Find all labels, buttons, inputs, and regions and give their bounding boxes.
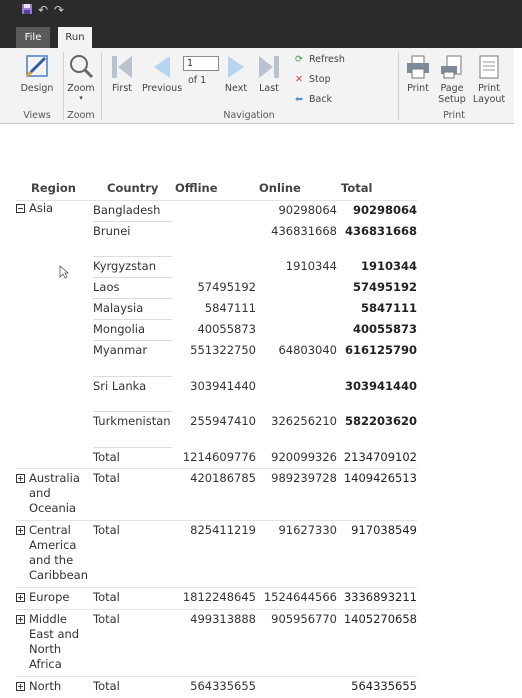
total-value: 1409426513 xyxy=(337,468,417,520)
page-setup-label-1: Page xyxy=(440,83,464,94)
region-name-line: Central xyxy=(29,522,71,537)
total-value: 1910344 xyxy=(360,258,417,273)
region-cell xyxy=(16,676,93,698)
region-name-line: Caribbean xyxy=(29,567,89,582)
group-label-navigation: Navigation xyxy=(223,110,275,121)
total-value: 57495192 xyxy=(352,279,417,294)
offline-value: 825411219 xyxy=(175,520,256,587)
back-label: Back xyxy=(309,94,333,105)
online-value: 326256210 xyxy=(271,413,337,428)
table-row xyxy=(16,320,417,341)
total-value: 1405270658 xyxy=(337,609,417,676)
expand-toggle-icon[interactable]: + xyxy=(17,681,24,691)
offline-value: 1214609776 xyxy=(182,449,256,464)
region-cell xyxy=(16,587,93,609)
country-cell xyxy=(93,448,175,469)
undo-icon[interactable]: ↶ xyxy=(37,3,49,17)
offline-value: 255947410 xyxy=(190,413,256,428)
page-setup-label-2: Setup xyxy=(438,94,466,105)
previous-page-button[interactable] xyxy=(142,54,182,94)
expand-toggle-icon[interactable]: + xyxy=(17,525,24,535)
online-value: 436831668 xyxy=(271,223,337,238)
header-offline: Offline xyxy=(175,181,218,195)
online-value xyxy=(256,299,337,320)
first-page-button[interactable] xyxy=(109,54,135,94)
region-name xyxy=(29,522,89,583)
offline-value xyxy=(175,257,256,278)
country-total-label: Total xyxy=(93,676,175,698)
title-bar xyxy=(0,0,522,22)
header-online: Online xyxy=(259,181,301,195)
region-cell-empty xyxy=(16,341,93,377)
total-value: 5847111 xyxy=(360,300,417,315)
collapsed-groups xyxy=(16,468,417,698)
design-icon xyxy=(23,52,51,80)
refresh-label: Refresh xyxy=(309,54,345,65)
country-cell xyxy=(93,320,175,341)
ribbon-tab-strip xyxy=(0,22,522,48)
design-button[interactable] xyxy=(20,52,54,94)
redo-icon[interactable]: ↷ xyxy=(53,3,65,17)
print-label: Print xyxy=(407,83,429,94)
magnifier-icon xyxy=(67,52,95,80)
region-cell xyxy=(16,200,93,222)
country-name: Sri Lanka xyxy=(93,377,172,412)
expand-toggle-icon[interactable]: + xyxy=(17,592,24,602)
last-label: Last xyxy=(259,83,279,94)
country-total-label: Total xyxy=(93,587,175,609)
table-row xyxy=(16,609,417,676)
country-total-label: Total xyxy=(93,520,175,587)
table-row xyxy=(16,200,417,222)
region-name-line: Oceania xyxy=(29,500,77,515)
offline-value: 499313888 xyxy=(175,609,256,676)
total-value: 436831668 xyxy=(344,223,417,238)
header-country: Country xyxy=(107,181,159,195)
region-name: Asia xyxy=(29,200,54,215)
region-name-line: Europe xyxy=(29,589,70,604)
refresh-icon: ⟳ xyxy=(295,54,303,65)
table-row xyxy=(16,257,417,278)
print-layout-label-2: Layout xyxy=(472,94,506,105)
country-cell xyxy=(93,200,175,222)
offline-value xyxy=(175,200,256,222)
total-value: 40055873 xyxy=(352,321,417,336)
region-name-line: East and xyxy=(29,626,80,641)
region-cell-empty xyxy=(16,278,93,299)
tab-run[interactable]: Run xyxy=(58,27,92,48)
chevron-down-icon: ▾ xyxy=(79,94,83,102)
printer-icon xyxy=(405,54,431,80)
region-name-line: and xyxy=(29,485,51,500)
region-name-line: Australia xyxy=(29,470,80,485)
page-setup-button[interactable] xyxy=(436,54,468,105)
group-label-print: Print xyxy=(443,110,465,121)
online-value: 905956770 xyxy=(256,609,337,676)
stop-icon: ✕ xyxy=(295,74,303,85)
region-name-line: North xyxy=(29,678,62,693)
back-button[interactable] xyxy=(292,93,332,107)
table-row xyxy=(16,520,417,587)
country-name: Laos xyxy=(93,278,172,299)
region-name-line: Middle xyxy=(29,611,67,626)
country-cell xyxy=(93,412,175,448)
online-value xyxy=(256,676,337,698)
page-number-input[interactable]: 1 xyxy=(183,56,219,71)
online-value: 920099326 xyxy=(271,449,337,464)
country-name: Mongolia xyxy=(93,320,172,341)
country-cell xyxy=(93,222,175,257)
total-value: 917038549 xyxy=(337,520,417,587)
table-row xyxy=(16,468,417,520)
back-arrow-icon: ⬅ xyxy=(295,94,303,105)
next-page-icon xyxy=(224,54,248,80)
total-value: 90298064 xyxy=(337,200,417,222)
country-total-label: Total xyxy=(93,609,175,676)
online-value xyxy=(256,377,337,412)
region-name-line: North xyxy=(29,641,62,656)
stop-label: Stop xyxy=(309,74,331,85)
table-row xyxy=(16,377,417,412)
last-page-icon xyxy=(257,54,281,80)
last-page-button[interactable] xyxy=(256,54,282,94)
table-row xyxy=(16,587,417,609)
next-page-button[interactable] xyxy=(223,54,249,94)
refresh-button[interactable] xyxy=(292,53,345,67)
online-value: 64803040 xyxy=(278,342,337,357)
online-value: 90298064 xyxy=(256,200,337,222)
table-row xyxy=(16,341,417,377)
offline-value: 564335655 xyxy=(175,676,256,698)
table-row xyxy=(16,448,417,469)
region-name-line: and the xyxy=(29,552,74,567)
save-icon[interactable] xyxy=(20,3,34,17)
header-region: Region xyxy=(31,181,76,195)
region-name xyxy=(29,612,81,672)
online-value: 1524644566 xyxy=(256,587,337,609)
header-total: Total xyxy=(341,181,373,195)
country-cell xyxy=(93,278,175,299)
offline-value: 551322750 xyxy=(190,342,256,357)
offline-value: 1812248645 xyxy=(175,587,256,609)
region-name-line: America xyxy=(29,537,77,552)
region-cell xyxy=(16,468,93,520)
ribbon-separator xyxy=(398,52,399,120)
online-value xyxy=(256,320,337,341)
offline-value: 57495192 xyxy=(197,279,256,294)
zoom-label: Zoom xyxy=(67,83,95,94)
online-value xyxy=(256,278,337,299)
total-value: 564335655 xyxy=(337,676,417,698)
page-setup-icon xyxy=(439,54,465,80)
region-name xyxy=(29,590,81,605)
online-value: 91627330 xyxy=(256,520,337,587)
total-value: 582203620 xyxy=(344,413,417,428)
region-name-line: Africa xyxy=(29,656,62,671)
expand-toggle-icon[interactable]: + xyxy=(17,473,24,483)
country-name: Kyrgyzstan xyxy=(93,257,172,278)
country-name: Malaysia xyxy=(93,299,172,320)
stop-button[interactable] xyxy=(292,73,331,87)
expand-toggle-icon[interactable]: + xyxy=(17,614,24,624)
page-count-label: of 1 xyxy=(188,75,207,86)
offline-value: 420186785 xyxy=(175,468,256,520)
print-layout-label-1: Print xyxy=(478,83,500,94)
design-label: Design xyxy=(20,83,54,94)
region-cell-empty xyxy=(16,299,93,320)
offline-value: 5847111 xyxy=(204,300,256,315)
region-cell-empty xyxy=(16,257,93,278)
country-cell xyxy=(93,377,175,412)
print-layout-button[interactable] xyxy=(472,54,506,105)
online-value: 989239728 xyxy=(256,468,337,520)
region-cell-empty xyxy=(16,222,93,257)
total-value: 3336893211 xyxy=(337,587,417,609)
region-cell xyxy=(16,609,93,676)
total-value: 616125790 xyxy=(344,342,417,357)
sales-matrix xyxy=(16,180,417,698)
first-page-icon xyxy=(110,54,134,80)
total-value: 303941440 xyxy=(344,378,417,393)
online-value: 1910344 xyxy=(285,258,337,273)
country-name: Turkmenistan xyxy=(93,412,172,448)
group-label-zoom: Zoom xyxy=(67,110,95,121)
country-total-label: Total xyxy=(93,468,175,520)
ribbon xyxy=(0,48,514,124)
country-name: Total xyxy=(93,449,120,464)
previous-page-icon xyxy=(150,54,174,80)
zoom-button[interactable] xyxy=(66,52,96,103)
tab-file[interactable]: File xyxy=(16,27,50,48)
table-row xyxy=(16,412,417,448)
region-cell xyxy=(16,520,93,587)
region-cell-empty xyxy=(16,448,93,469)
table-row xyxy=(16,278,417,299)
offline-value: 40055873 xyxy=(197,321,256,336)
group-label-views: Views xyxy=(23,110,51,121)
region-cell-empty xyxy=(16,320,93,341)
collapse-toggle-icon[interactable]: − xyxy=(17,203,24,213)
region-cell-empty xyxy=(16,377,93,412)
asia-group xyxy=(16,200,417,468)
print-layout-icon xyxy=(478,54,500,80)
region-name xyxy=(29,471,81,516)
report-viewer xyxy=(0,125,522,693)
next-label: Next xyxy=(224,83,248,94)
offline-value xyxy=(175,222,256,257)
first-label: First xyxy=(112,83,132,94)
previous-label: Previous xyxy=(142,83,183,94)
region-name xyxy=(29,679,81,694)
mouse-cursor-icon xyxy=(59,265,69,279)
country-name: Myanmar xyxy=(93,341,172,377)
total-value: 2134709102 xyxy=(343,449,417,464)
country-name: Bangladesh xyxy=(93,201,172,222)
country-cell xyxy=(93,257,175,278)
country-cell xyxy=(93,299,175,320)
country-cell xyxy=(93,341,175,377)
country-name: Brunei xyxy=(93,222,172,257)
table-row xyxy=(16,676,417,698)
region-cell-empty xyxy=(16,412,93,448)
offline-value: 303941440 xyxy=(190,378,256,393)
table-row xyxy=(16,299,417,320)
table-row xyxy=(16,222,417,257)
print-button[interactable] xyxy=(403,54,433,94)
